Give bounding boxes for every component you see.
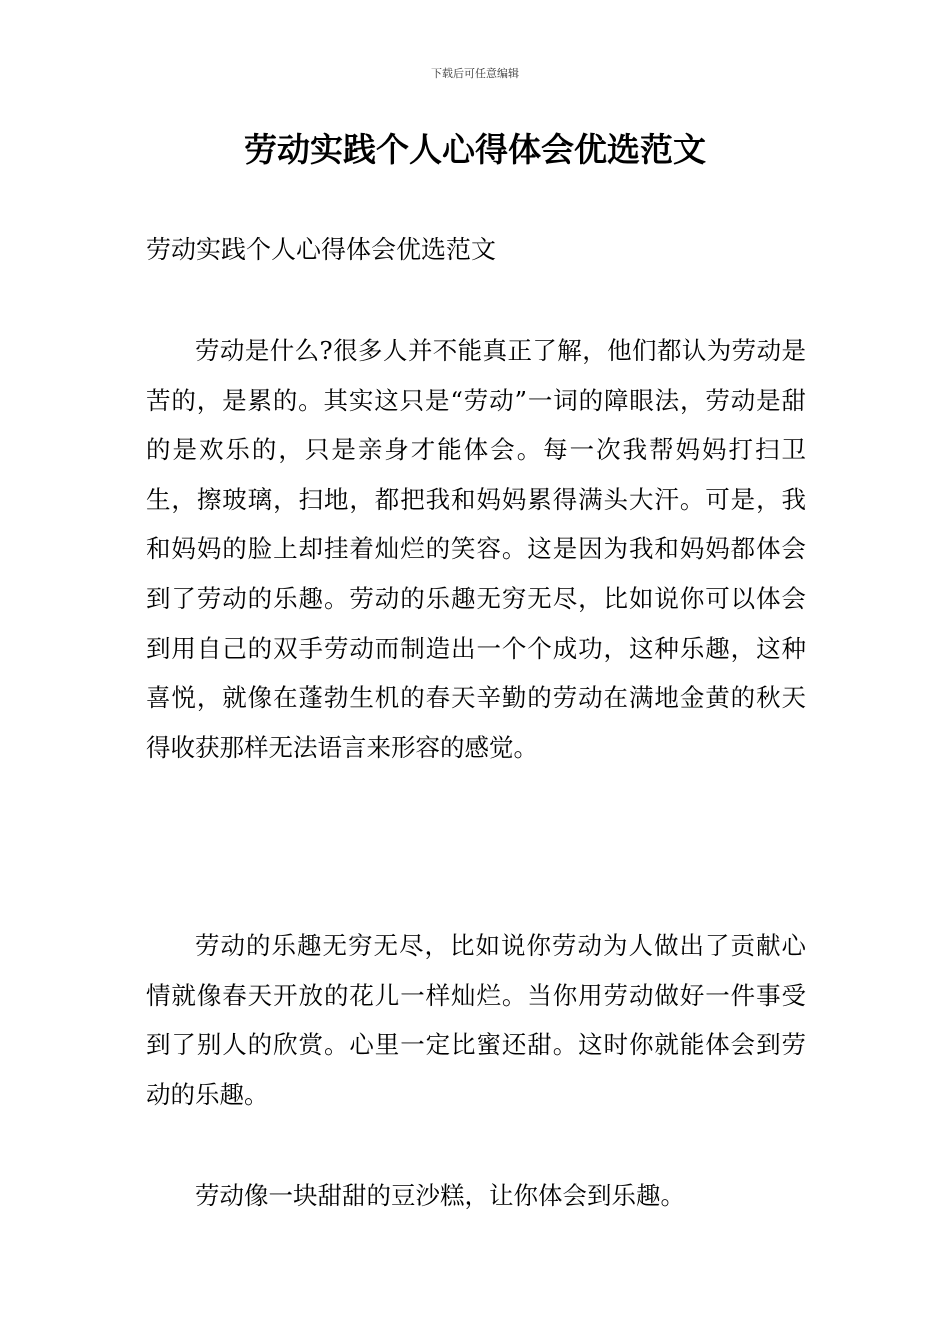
body-paragraph: 劳动是什么?很多人并不能真正了解，他们都认为劳动是苦的，是累的。其实这只是“劳动”一词的障眼法，劳动是甜的是欢乐的，只是亲身才能体会。每一次我帮妈妈打扫卫生，擦玻璃，扫地，都把我和妈妈累得满头大汗。可是，我和妈妈的脸上却挂着灿烂的笑容。这是因为我和妈妈都体会到了劳动的乐趣。劳动的乐趣无穷无尽，比如说你可以体会到用自己的双手劳动而制造出一个个成功，这种乐趣，这种喜悦，就像在蓬勃生机的春天辛勤的劳动在满地金黄的秋天得收获那样无法语言来形容的感觉。 <box>146 336 806 762</box>
body-paragraph: 劳动的乐趣无穷无尽，比如说你劳动为人做出了贡献心情就像春天开放的花儿一样灿烂。当你用劳动做好一件事受到了别人的欣赏。心里一定比蜜还甜。这时你就能体会到劳动的乐趣。 <box>146 931 806 1109</box>
header-note: 下载后可任意编辑 <box>431 67 519 80</box>
document-title: 劳动实践个人心得体会优选范文 <box>244 130 706 169</box>
body-paragraph: 劳动像一块甜甜的豆沙糕，让你体会到乐趣。 <box>195 1181 685 1210</box>
document-subtitle: 劳动实践个人心得体会优选范文 <box>146 235 497 264</box>
